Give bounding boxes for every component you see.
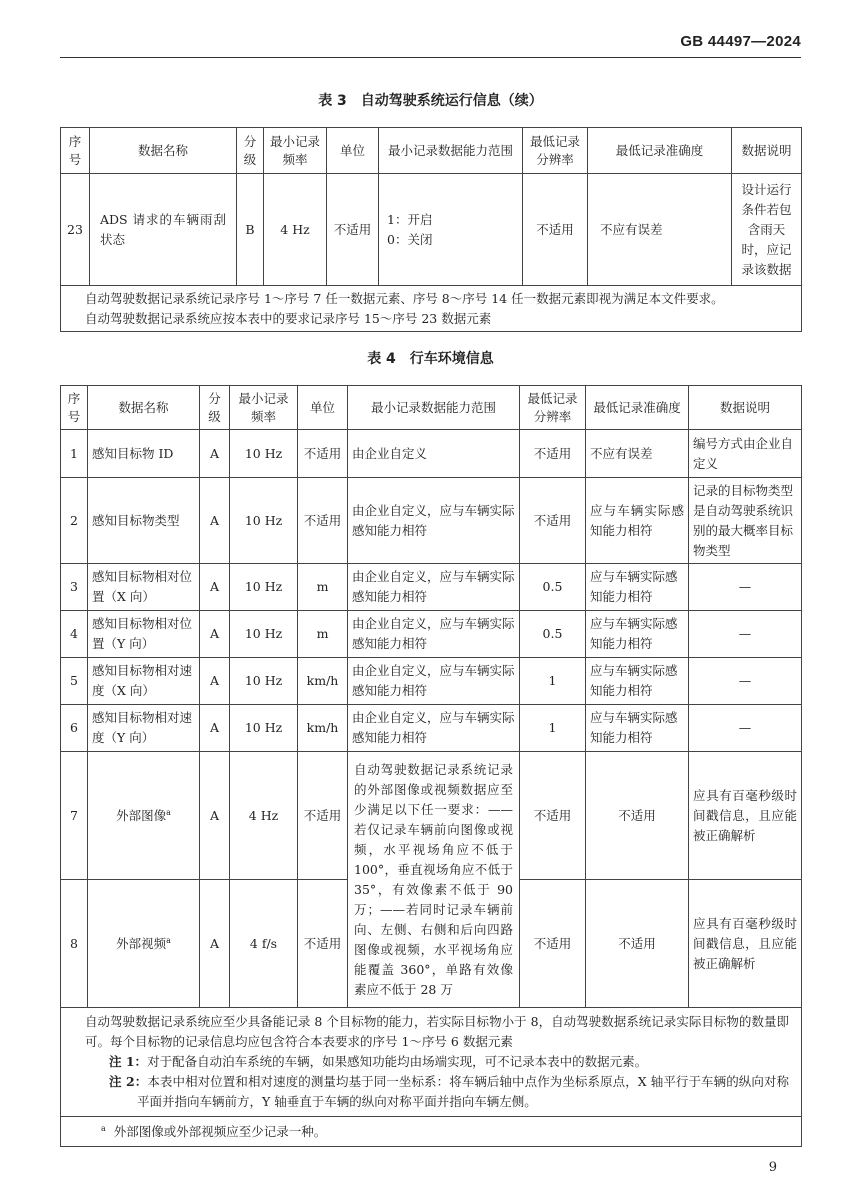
row-range: 由企业自定义，应与车辆实际感知能力相符 — [348, 658, 520, 705]
note-1-text: 对于配备自动泊车系统的车辆，如果感知功能均由场端实现，可不记录本表中的数据元素。 — [147, 1054, 648, 1069]
table-row — [61, 478, 802, 564]
row-unit: 不适用 — [298, 430, 348, 478]
row-grade: A — [200, 478, 230, 564]
row-resolution: 0.5 — [520, 564, 586, 611]
table3-caption: 表 3 自动驾驶系统运行信息（续） — [318, 93, 543, 109]
col-header-grade: 分级 — [200, 386, 230, 430]
row-no: 8 — [61, 880, 88, 1008]
table4-note-row — [61, 1008, 802, 1117]
row-unit: m — [298, 611, 348, 658]
row-name: ADS 请求的车辆雨刮状态 — [90, 174, 237, 286]
row-freq: 10 Hz — [230, 564, 298, 611]
row-grade: A — [200, 564, 230, 611]
row-no: 2 — [61, 478, 88, 564]
row-accuracy: 应与车辆实际感知能力相符 — [586, 705, 689, 752]
col-header-freq: 最小记录频率 — [230, 386, 298, 430]
row-desc: 编号方式由企业自定义 — [689, 430, 802, 478]
row-unit: km/h — [298, 658, 348, 705]
row-desc: — — [689, 705, 802, 752]
col-header-name: 数据名称 — [90, 128, 237, 174]
col-header-name: 数据名称 — [88, 386, 200, 430]
row-desc: 应具有百毫秒级时间戳信息，且应能被正确解析 — [689, 752, 802, 880]
row-grade: A — [200, 705, 230, 752]
row-resolution: 1 — [520, 658, 586, 705]
table3-note-line-2: 自动驾驶数据记录系统应按本表中的要求记录序号 15～序号 23 数据元素 — [85, 310, 492, 326]
col-header-grade: 分级 — [237, 128, 264, 174]
row-range: 由企业自定义，应与车辆实际感知能力相符 — [348, 611, 520, 658]
standard-code: GB 44497—2024 — [680, 33, 801, 50]
row-resolution: 不适用 — [520, 880, 586, 1008]
col-header-desc: 数据说明 — [732, 128, 802, 174]
row-desc: — — [689, 611, 802, 658]
row-resolution: 不适用 — [523, 174, 588, 286]
row-freq: 10 Hz — [230, 658, 298, 705]
row-freq: 10 Hz — [230, 705, 298, 752]
row-unit: 不适用 — [327, 174, 379, 286]
row-range-merged: 自动驾驶数据记录系统记录的外部图像或视频数据应至少满足以下任一要求：——若仅记录车辆前向图像或视频，水平视场角应不低于 100°，垂直视场角应不低于 35°，有效像素不低于 90 万；——若同时记录车辆前向、左侧、右侧和后向四路图像或视频，水平视场角应能覆盖 360°，单路有效像素应不低于 28 万 — [348, 752, 520, 1008]
table4-footnote-row — [61, 1117, 802, 1147]
col-header-resolution: 最低记录分辨率 — [523, 128, 588, 174]
table-row — [61, 174, 802, 286]
row-grade: B — [237, 174, 264, 286]
col-header-unit: 单位 — [298, 386, 348, 430]
row-range: 由企业自定义，应与车辆实际感知能力相符 — [348, 564, 520, 611]
range-line-2: 0：关闭 — [387, 231, 433, 247]
footnote-ref: a — [166, 935, 171, 945]
row-freq: 10 Hz — [230, 430, 298, 478]
table-row — [61, 430, 802, 478]
note-2-text: 本表中相对位置和相对速度的测量均基于同一坐标系：将车辆后轴中点作为坐标系原点，X 轴平行于车辆的纵向对称平面并指向车辆前方，Y 轴垂直于车辆的纵向对称平面并指向车辆左侧。 — [137, 1074, 789, 1109]
table3-note — [61, 286, 802, 332]
row-accuracy: 不应有误差 — [586, 430, 689, 478]
table3-note-line-1: 自动驾驶数据记录系统记录序号 1～序号 7 任一数据元素、序号 8～序号 14 任一数据元素即视为满足本文件要求。 — [85, 290, 724, 306]
header-rule — [60, 57, 801, 58]
row-unit: 不适用 — [298, 752, 348, 880]
col-header-range: 最小记录数据能力范围 — [379, 128, 523, 174]
table4-header-row — [61, 386, 802, 430]
row-accuracy: 不适用 — [586, 880, 689, 1008]
table3-header-row — [61, 128, 802, 174]
row-range — [379, 174, 523, 286]
row-freq: 4 f/s — [230, 880, 298, 1008]
table3-note-row — [61, 286, 802, 332]
row-range: 由企业自定义 — [348, 430, 520, 478]
table-row — [61, 611, 802, 658]
row-name: 感知目标物相对速度（Y 向） — [88, 705, 200, 752]
row-accuracy: 应与车辆实际感知能力相符 — [586, 611, 689, 658]
col-header-resolution: 最低记录分辨率 — [520, 386, 586, 430]
row-desc: — — [689, 564, 802, 611]
table-row — [61, 752, 802, 880]
note-2-label: 注 2： — [109, 1074, 148, 1089]
row-name: 感知目标物相对位置（X 向） — [88, 564, 200, 611]
row-freq: 4 Hz — [264, 174, 327, 286]
col-header-no: 序号 — [61, 128, 90, 174]
table-row — [61, 705, 802, 752]
col-header-accuracy: 最低记录准确度 — [588, 128, 732, 174]
table4-footnote — [61, 1117, 802, 1147]
row-unit: 不适用 — [298, 478, 348, 564]
row-unit: km/h — [298, 705, 348, 752]
footnote-mark: a — [101, 1123, 106, 1133]
row-name — [88, 752, 200, 880]
row-name: 感知目标物相对位置（Y 向） — [88, 611, 200, 658]
row-freq: 10 Hz — [230, 478, 298, 564]
row-accuracy: 应与车辆实际感知能力相符 — [586, 564, 689, 611]
col-header-no: 序号 — [61, 386, 88, 430]
row-no: 1 — [61, 430, 88, 478]
range-line-1: 1：开启 — [387, 211, 433, 227]
col-header-accuracy: 最低记录准确度 — [586, 386, 689, 430]
col-header-desc: 数据说明 — [689, 386, 802, 430]
row-name — [88, 880, 200, 1008]
row-accuracy: 不适用 — [586, 752, 689, 880]
row-resolution: 1 — [520, 705, 586, 752]
footnote-text: 外部图像或外部视频应至少记录一种。 — [113, 1123, 327, 1139]
row-desc: 记录的目标物类型是自动驾驶系统识别的最大概率目标物类型 — [689, 478, 802, 564]
row-no: 5 — [61, 658, 88, 705]
row-grade: A — [200, 611, 230, 658]
row-grade: A — [200, 658, 230, 705]
page-number: 9 — [768, 1160, 777, 1175]
row-name: 感知目标物 ID — [88, 430, 200, 478]
row-no: 7 — [61, 752, 88, 880]
table-row — [61, 658, 802, 705]
row-no: 3 — [61, 564, 88, 611]
table4-note-main: 自动驾驶数据记录系统应至少具备能记录 8 个目标物的能力，若实际目标物小于 8，自动驾驶数据系统记录实际目标物的数量即可。每个目标物的记录信息均应包含符合本表要求的序号 1～序号 6 数据元素 — [85, 1014, 789, 1049]
row-accuracy: 应与车辆实际感知能力相符 — [586, 658, 689, 705]
row-grade: A — [200, 430, 230, 478]
table3 — [60, 127, 802, 332]
note-1-label: 注 1： — [109, 1054, 148, 1069]
row-resolution: 0.5 — [520, 611, 586, 658]
table4-note-2 — [85, 1072, 789, 1112]
row-accuracy: 应与车辆实际感知能力相符 — [586, 478, 689, 564]
row-unit: 不适用 — [298, 880, 348, 1008]
row-grade: A — [200, 880, 230, 1008]
row-accuracy: 不应有误差 — [588, 174, 732, 286]
row-desc: 应具有百毫秒级时间戳信息，且应能被正确解析 — [689, 880, 802, 1008]
row-name: 感知目标物类型 — [88, 478, 200, 564]
row-no: 6 — [61, 705, 88, 752]
table4-note-1 — [85, 1052, 789, 1072]
footnote-ref: a — [166, 807, 171, 817]
row-resolution: 不适用 — [520, 752, 586, 880]
col-header-freq: 最小记录频率 — [264, 128, 327, 174]
table-row — [61, 564, 802, 611]
row-range: 由企业自定义，应与车辆实际感知能力相符 — [348, 478, 520, 564]
col-header-unit: 单位 — [327, 128, 379, 174]
row-resolution: 不适用 — [520, 430, 586, 478]
row-freq: 10 Hz — [230, 611, 298, 658]
row-resolution: 不适用 — [520, 478, 586, 564]
row-unit: m — [298, 564, 348, 611]
row-range: 由企业自定义，应与车辆实际感知能力相符 — [348, 705, 520, 752]
table4 — [60, 385, 802, 1147]
table4-caption: 表 4 行车环境信息 — [367, 351, 494, 367]
row-no: 23 — [61, 174, 90, 286]
table4-notes — [61, 1008, 802, 1117]
row-name: 感知目标物相对速度（X 向） — [88, 658, 200, 705]
row-grade: A — [200, 752, 230, 880]
row-desc: — — [689, 658, 802, 705]
row-freq: 4 Hz — [230, 752, 298, 880]
row-desc: 设计运行条件若包含雨天时，应记录该数据 — [732, 174, 802, 286]
row-name-text: 外部图像 — [116, 807, 167, 823]
row-name-text: 外部视频 — [116, 935, 167, 951]
row-no: 4 — [61, 611, 88, 658]
col-header-range: 最小记录数据能力范围 — [348, 386, 520, 430]
